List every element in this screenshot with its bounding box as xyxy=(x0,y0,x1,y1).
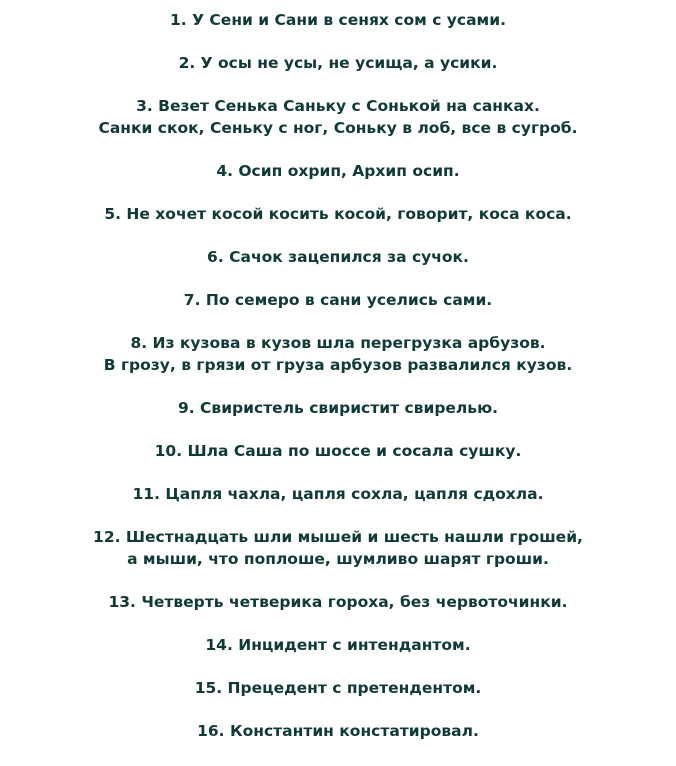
text-line: 1. У Сени и Сани в сенях сом с усами. xyxy=(170,11,506,29)
list-item xyxy=(0,720,676,742)
list-item xyxy=(0,9,676,31)
list-item xyxy=(0,95,676,139)
text-line: 16. Константин констатировал. xyxy=(197,722,479,740)
list-item xyxy=(0,483,676,505)
text-line: 4. Осип охрип, Архип осип. xyxy=(216,162,460,180)
list-item xyxy=(0,397,676,419)
text-line: 2. У осы не усы, не усища, а усики. xyxy=(178,54,498,72)
list-item xyxy=(0,160,676,182)
text-line: 9. Свиристель свиристит свирелью. xyxy=(177,399,499,417)
text-line: Санки скок, Сеньку с ног, Соньку в лоб, все в сугроб. xyxy=(98,119,578,137)
text-line: 11. Цапля чахла, цапля сохла, цапля сдохла. xyxy=(132,485,544,503)
list-item xyxy=(0,246,676,268)
text-line: 8. Из кузова в кузов шла перегрузка арбузов. xyxy=(130,334,546,352)
list-item xyxy=(0,52,676,74)
list-item xyxy=(0,332,676,376)
text-line: 7. По семеро в сани уселись сами. xyxy=(183,291,493,309)
list-item xyxy=(0,677,676,699)
list-item xyxy=(0,591,676,613)
tongue-twister-list xyxy=(0,9,676,742)
text-line: 14. Инцидент с интендантом. xyxy=(205,636,471,654)
list-item xyxy=(0,440,676,462)
text-line: 13. Четверть четверика гороха, без червоточинки. xyxy=(108,593,568,611)
list-item xyxy=(0,203,676,225)
text-line: 5. Не хочет косой косить косой, говорит, коса коса. xyxy=(104,205,572,223)
text-line: 10. Шла Саша по шоссе и сосала сушку. xyxy=(154,442,522,460)
list-item xyxy=(0,289,676,311)
text-line: 3. Везет Сенька Саньку с Сонькой на санках. xyxy=(136,97,540,115)
text-line: В грозу, в грязи от груза арбузов развалился кузов. xyxy=(103,356,573,374)
list-item xyxy=(0,526,676,570)
text-line: 15. Прецедент с претендентом. xyxy=(194,679,482,697)
text-line: 6. Сачок зацепился за сучок. xyxy=(207,248,469,266)
list-item xyxy=(0,634,676,656)
text-line: а мыши, что поплоше, шумливо шарят гроши. xyxy=(127,550,549,568)
text-line: 12. Шестнадцать шли мышей и шесть нашли грошей, xyxy=(93,528,583,546)
